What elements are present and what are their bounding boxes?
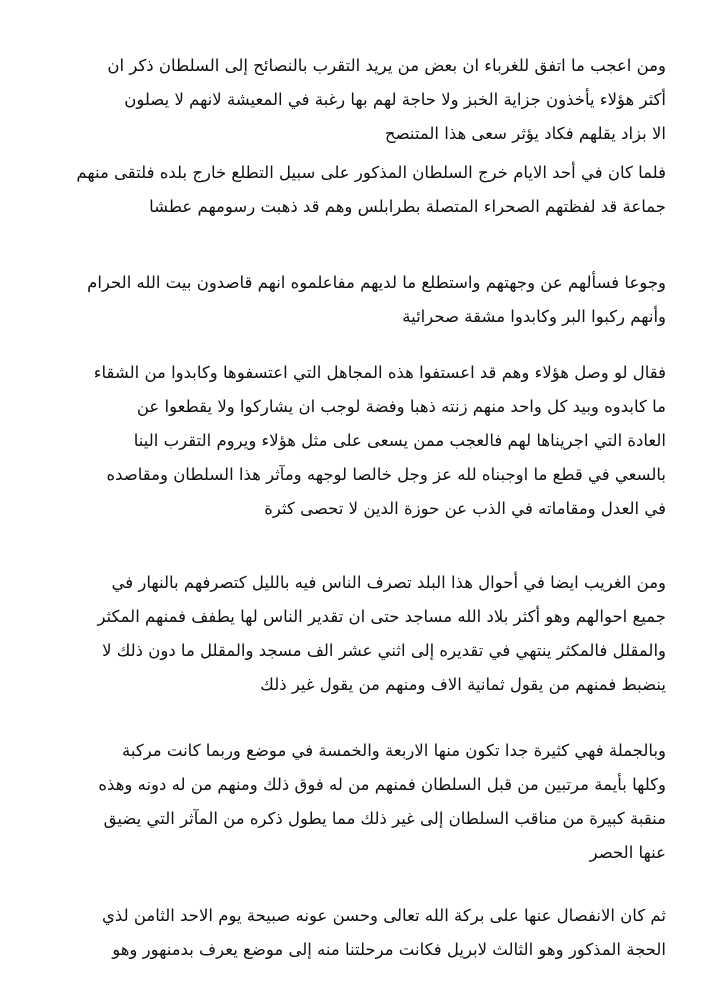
text-line: ما كابدوه وبيد كل واحد منهم زنته ذهبا وفضة لوجب ان يشاركوا ولا يقطعوا عن	[136, 397, 666, 416]
text-line: عنها الحصر	[589, 843, 666, 862]
text-line: وأنهم ركبوا البر وكابدوا مشقة صحرائية	[402, 307, 666, 326]
text-line: ومن اعجب ما اتفق للغرباء ان بعض من يريد التقرب بالنصائح إلى السلطان ذكر ان	[107, 56, 666, 75]
paragraph-3	[50, 266, 666, 334]
text-line: ومن الغريب ايضا في أحوال هذا البلد تصرف الناس فيه بالليل كتصرفهم بالنهار في	[111, 573, 666, 592]
paragraph-2	[50, 156, 666, 224]
text-line: ينضبط فمنهم من يقول ثمانية الاف ومنهم من يقول غير ذلك	[260, 675, 666, 694]
text-line: في العدل ومقاماته في الذب عن حوزة الدين لا تحصى كثرة	[264, 499, 666, 518]
text-line: فلما كان في أحد الايام خرج السلطان المذكور على سبيل التطلع خارج بلده فلتقى منهم	[76, 163, 666, 182]
text-line: ثم كان الانفصال عنها على بركة الله تعالى وحسن عونه صبيحة يوم الاحد الثامن لذي	[102, 906, 666, 925]
text-line: بالسعي في قطع ما اوجبناه لله عز وجل خالصا لوجهه ومآثر هذا السلطان ومقاصده	[106, 465, 666, 484]
text-line: وكلها بأيمة مرتبين من قبل السلطان فمنهم من له فوق ذلك ومنهم من له دونه وهذه	[98, 775, 666, 794]
text-line: أكثر هؤلاء يأخذون جزاية الخبز ولا حاجة لهم بها رغبة في المعيشة لانهم لا يصلون	[124, 90, 666, 109]
text-line: العادة التي اجريناها لهم فالعجب ممن يسعى على مثل هؤلاء ويروم التقرب الينا	[133, 431, 666, 450]
text-line: فقال لو وصل هؤلاء وهم قد اعستفوا هذه المجاهل التي اعتسفوها وكابدوا من الشقاء	[93, 363, 666, 382]
text-line: الا بزاد يقلهم فكاد يؤثر سعى هذا المتنصح	[384, 124, 666, 143]
text-line: جميع احوالهم وهو أكثر بلاد الله مساجد حتى ان تقدير الناس لها يطفف فمنهم المكثر	[97, 607, 666, 626]
paragraph-7	[50, 899, 666, 967]
text-line: منقبة كبيرة من مناقب السلطان إلى غير ذلك مما يطول ذكره من المآثر التي يضيق	[103, 809, 666, 828]
paragraph-6	[50, 734, 666, 870]
paragraph-1	[50, 49, 666, 151]
text-line: الحجة المذكور وهو الثالث لابريل فكانت مرحلتنا منه إلى موضع يعرف بدمنهور وهو	[112, 940, 666, 959]
text-line: وجوعا فسألهم عن وجهتهم واستطلع ما لديهم مفاعلموه انهم قاصدون بيت الله الحرام	[87, 273, 666, 292]
text-line: جماعة قد لفظتهم الصحراء المتصلة بطرابلس وهم قد ذهبت رسومهم عطشا	[149, 197, 666, 216]
paragraph-5	[50, 566, 666, 702]
paragraph-4	[50, 356, 666, 526]
text-line: والمقلل فالمكثر ينتهي في تقديره إلى اثني عشر الف مسجد والمقلل ما دون ذلك لا	[102, 641, 666, 660]
text-line: وبالجملة فهي كثيرة جدا تكون منها الاربعة والخمسة في موضع وربما كانت مركبة	[122, 741, 666, 760]
